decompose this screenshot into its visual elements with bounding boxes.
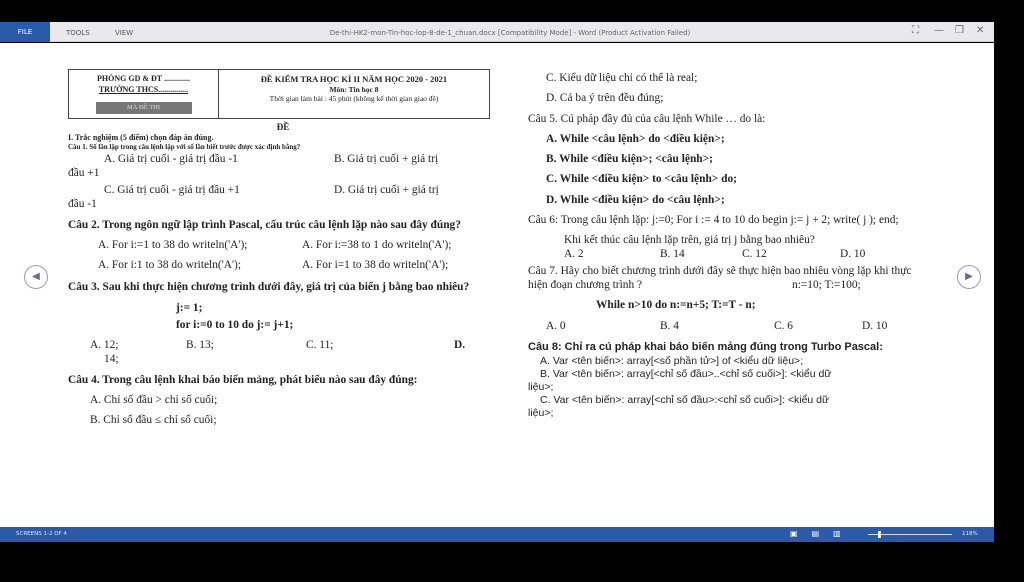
window-title: De-thi-HK2-mon-Tin-hoc-lop-8-de-1_chuan.docx [Compatibility Mode] - Word (Product Activation Failed) <box>329 29 691 37</box>
document-view[interactable] <box>0 43 994 527</box>
q1-option-b-cont: đầu +1 <box>68 166 100 179</box>
q7-option-d: D. 10 <box>862 319 888 332</box>
q4-option-d: D. Cả ba ý trên đều đúng; <box>546 92 664 105</box>
question-4: Câu 4. Trong câu lệnh khai báo biến mảng, phát biểu nào sau đây đúng: <box>68 373 418 386</box>
q7-initial-values: n:=10; T:=100; <box>792 279 861 291</box>
q8-option-a: A. Var <tên biến>: array[<số phần tử>] of <kiểu dữ liệu>; <box>540 354 804 367</box>
q4-option-c: C. Kiểu dữ liệu chỉ có thể là real; <box>546 72 698 84</box>
question-5: Câu 5. Cú pháp đầy đủ của câu lệnh While … do là: <box>528 112 766 125</box>
q1-option-d: D. Giá trị cuối + giá trị <box>334 184 439 197</box>
exam-title: ĐỀ KIỂM TRA HỌC KÌ II NĂM HỌC 2020 - 2021 <box>260 74 448 84</box>
q4-option-a: A. Chỉ số đầu > chỉ số cuối; <box>90 393 218 406</box>
question-2: Câu 2. Trong ngôn ngữ lập trình Pascal, cấu trúc câu lệnh lặp nào sau đây đúng? <box>68 218 461 231</box>
next-screen-icon[interactable]: ▶ <box>957 265 981 289</box>
q8-option-c: C. Var <tên biến>: array[<chỉ số đầu>:<chỉ số cuối>]: <kiểu dữ <box>540 393 830 406</box>
q3-option-d-cont: 14; <box>104 353 119 366</box>
left-column <box>68 69 498 427</box>
q2-option-b: A. For i:=38 to 1 do writeln('A'); <box>302 238 452 251</box>
zoom-level[interactable]: 118% <box>962 531 978 537</box>
exam-time: Thời gian làm bài : 45 phút (không kể thời gian giao đề) <box>269 94 439 103</box>
q2-option-a: A. For i:=1 to 38 do writeln('A'); <box>98 238 248 251</box>
q6-option-c: C. 12 <box>742 248 767 261</box>
q3-option-c: C. 11; <box>306 339 334 352</box>
q3-code-line-1: j:= 1; <box>176 301 203 314</box>
q6-option-a: A. 2 <box>564 248 584 261</box>
q7-option-a: A. 0 <box>546 319 566 332</box>
right-column <box>528 71 928 420</box>
q4-option-b: B. Chỉ số đầu ≤ chỉ số cuối; <box>90 414 217 427</box>
exam-code-badge: MÃ ĐỀ THI <box>96 102 192 114</box>
previous-screen-icon[interactable]: ◀ <box>24 265 48 289</box>
q3-option-d: D. <box>454 339 466 352</box>
q8-option-c-cont: liệu>; <box>528 407 554 419</box>
question-3: Câu 3. Sau khi thực hiện chương trình dưới đây, giá trị của biến j bằng bao nhiêu? <box>68 281 470 294</box>
print-layout-icon[interactable]: ▤ <box>811 529 820 538</box>
screen-counter: SCREENS 1-2 OF 4 <box>16 531 67 537</box>
title-bar <box>0 22 994 42</box>
q5-option-b: B. While <điều kiện>; <câu lệnh>; <box>546 153 713 165</box>
school-name: TRƯỜNG THCS............... <box>98 85 189 94</box>
view-tab[interactable]: VIEW <box>115 29 134 37</box>
q3-option-b: B. 13; <box>186 339 214 352</box>
q1-option-a: A. Giá trị cuối - giá trị đầu -1 <box>104 152 238 165</box>
q6-subquestion: Khi kết thúc câu lệnh lặp trên, giá trị j bằng bao nhiêu? <box>564 234 815 246</box>
q8-option-b-cont: liệu>; <box>528 380 554 393</box>
q2-option-c: A. For i:1 to 38 do writeln('A'); <box>98 259 241 272</box>
school-department: PHÒNG GD & ĐT ............. <box>97 74 190 83</box>
q8-option-b: B. Var <tên biến>: array[<chỉ số đầu>..<chỉ số cuối>]: <kiểu dữ <box>540 367 832 380</box>
question-8: Câu 8: Chỉ ra cú pháp khai báo biến mảng đúng trong Turbo Pascal: <box>528 340 883 353</box>
q7-option-c: C. 6 <box>774 319 793 332</box>
question-7: Câu 7. Hãy cho biết chương trình dưới đây sẽ thực hiện bao nhiêu vòng lặp khi thực hiện đoạn chương trình ? <box>528 264 912 291</box>
de-label: ĐỀ <box>276 122 290 132</box>
fullscreen-icon[interactable]: ⛶ <box>912 25 919 36</box>
q6-option-d: D. 10 <box>840 248 866 261</box>
q1-option-d-cont: đầu -1 <box>68 198 97 211</box>
section-heading: I. Trắc nghiệm (5 điểm) chọn đáp án đúng. <box>68 133 214 143</box>
question-1: Câu 1. Số lần lặp trong câu lệnh lặp với số lần biết trước được xác định bằng? <box>68 143 301 152</box>
q1-option-c: C. Giá trị cuối - giá trị đầu +1 <box>104 184 240 197</box>
q1-option-b: B. Giá trị cuối + giá trị <box>334 152 439 165</box>
q7-option-b: B. 4 <box>660 319 679 332</box>
exam-subject: Môn: Tin học 8 <box>329 84 379 94</box>
status-bar <box>0 527 994 542</box>
web-layout-icon[interactable]: ▥ <box>833 529 841 538</box>
exam-header <box>68 69 490 119</box>
close-icon[interactable]: ✕ <box>976 25 985 36</box>
q3-option-a: A. 12; <box>90 339 119 352</box>
minimize-icon[interactable]: — <box>934 25 944 36</box>
q7-code: While n>10 do n:=n+5; T:=T - n; <box>596 299 756 312</box>
question-6: Câu 6: Trong câu lệnh lặp: j:=0; For i := 4 to 10 do begin j:= j + 2; write( j ); end; <box>528 213 899 226</box>
q5-option-a: A. While <câu lệnh> do <điều kiện>; <box>546 132 725 145</box>
q5-option-c: C. While <điều kiện> to <câu lệnh> do; <box>546 173 737 186</box>
zoom-slider-thumb[interactable] <box>878 531 881 538</box>
q6-option-b: B. 14 <box>660 248 685 261</box>
q5-option-d: D. While <điều kiện> do <câu lệnh>; <box>546 193 725 206</box>
read-mode-icon[interactable]: ▣ <box>790 529 798 538</box>
file-tab[interactable]: FILE <box>0 22 50 42</box>
tools-tab[interactable]: TOOLS <box>66 29 90 37</box>
q3-code-line-2: for i:=0 to 10 do j:= j+1; <box>176 318 294 331</box>
q2-option-d: A. For i=1 to 38 do writeln('A'); <box>302 259 449 272</box>
restore-icon[interactable]: ❐ <box>955 25 964 36</box>
